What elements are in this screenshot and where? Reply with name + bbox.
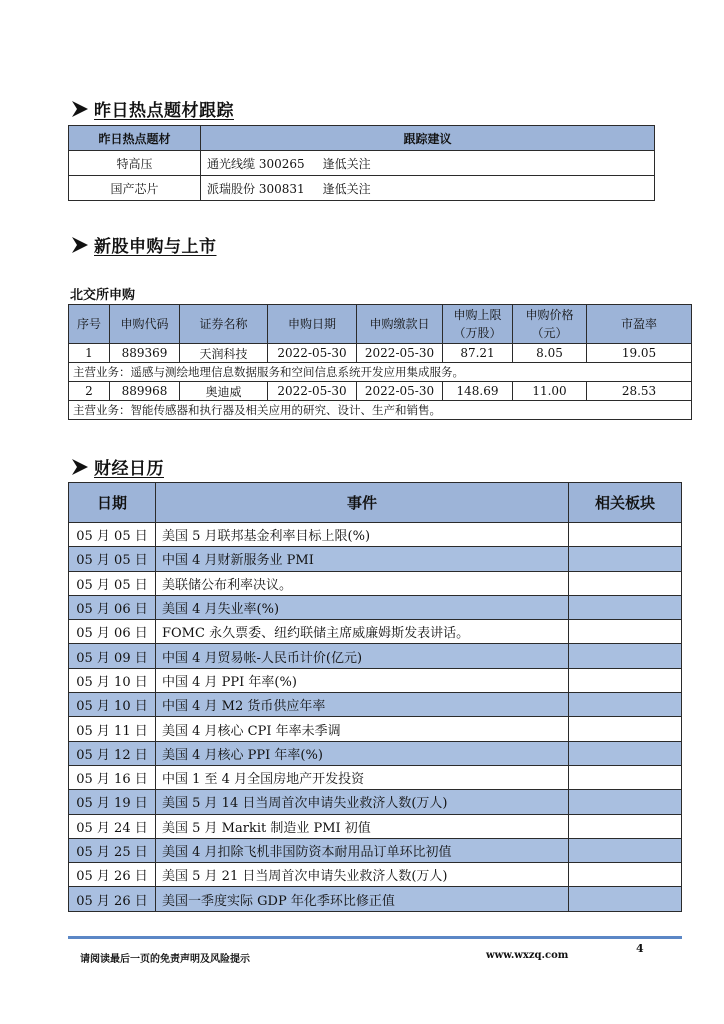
table-row <box>69 765 682 789</box>
table-row <box>69 717 682 741</box>
advice-cell <box>201 151 655 176</box>
date-cell: 05 月 05 日 <box>69 571 156 595</box>
sector-cell <box>569 741 682 765</box>
date-cell: 05 月 09 日 <box>69 644 156 668</box>
table-row <box>69 863 682 887</box>
table-row <box>69 790 682 814</box>
date-cell: 05 月 26 日 <box>69 863 156 887</box>
date-cell: 05 月 05 日 <box>69 523 156 547</box>
sub-label-bse-subscription: 北交所申购 <box>70 288 136 303</box>
date-cell: 05 月 10 日 <box>69 693 156 717</box>
event-cell: 美国 4 月核心 PPI 年率(%) <box>156 741 569 765</box>
column-header: 相关板块 <box>569 483 682 523</box>
column-header: 市盈率 <box>587 305 692 344</box>
financial-calendar-table <box>68 482 682 912</box>
date-cell: 05 月 12 日 <box>69 741 156 765</box>
table-row <box>69 887 682 911</box>
cell-date: 2022-05-30 <box>268 382 357 401</box>
sector-cell <box>569 887 682 911</box>
date-cell: 05 月 10 日 <box>69 668 156 692</box>
column-header: 申购缴款日 <box>357 305 443 344</box>
table-row <box>69 814 682 838</box>
event-cell: 美国 4 月扣除飞机非国防资本耐用品订单环比初值 <box>156 838 569 862</box>
table-row <box>69 547 682 571</box>
column-header: 序号 <box>69 305 110 344</box>
table-row <box>69 523 682 547</box>
table-row <box>69 382 692 401</box>
cell-pay-date: 2022-05-30 <box>357 344 443 363</box>
table-row <box>69 620 682 644</box>
sector-cell <box>569 668 682 692</box>
table-row <box>69 571 682 595</box>
event-cell: 美国 5 月 14 日当周首次申请失业救济人数(万人) <box>156 790 569 814</box>
arrow-bullet-icon <box>70 99 90 119</box>
event-cell: FOMC 永久票委、纽约联储主席威廉姆斯发表讲话。 <box>156 620 569 644</box>
cell-date: 2022-05-30 <box>268 344 357 363</box>
event-cell: 美国 4 月核心 CPI 年率未季调 <box>156 717 569 741</box>
section-title: 昨日热点题材跟踪 <box>94 101 234 121</box>
sector-cell <box>569 620 682 644</box>
cell-pe: 28.53 <box>587 382 692 401</box>
table-header-row <box>69 305 692 344</box>
event-cell: 美国 5 月 21 日当周首次申请失业救济人数(万人) <box>156 863 569 887</box>
section-heading-hot-topics <box>70 96 234 121</box>
table-row <box>69 344 692 363</box>
event-cell: 美国 5 月 Markit 制造业 PMI 初值 <box>156 814 569 838</box>
cell-pay-date: 2022-05-30 <box>357 382 443 401</box>
event-cell: 美国 5 月联邦基金利率目标上限(%) <box>156 523 569 547</box>
footer-rule <box>68 936 682 939</box>
table-header-row <box>69 483 682 523</box>
table-row <box>69 595 682 619</box>
date-cell: 05 月 19 日 <box>69 790 156 814</box>
table-row <box>69 176 655 201</box>
business-description: 主营业务：智能传感器和执行器及相关应用的研究、设计、生产和销售。 <box>69 401 692 420</box>
arrow-bullet-icon <box>70 457 90 477</box>
sector-cell <box>569 838 682 862</box>
event-cell: 美国 4 月失业率(%) <box>156 595 569 619</box>
sector-cell <box>569 765 682 789</box>
sector-cell <box>569 717 682 741</box>
table-row <box>69 668 682 692</box>
cell-code: 889968 <box>110 382 180 401</box>
event-cell: 中国 4 月贸易帐-人民币计价(亿元) <box>156 644 569 668</box>
date-cell: 05 月 26 日 <box>69 887 156 911</box>
sector-cell <box>569 863 682 887</box>
event-cell: 中国 4 月 PPI 年率(%) <box>156 668 569 692</box>
table-row <box>69 693 682 717</box>
cell-name: 天润科技 <box>180 344 268 363</box>
date-cell: 05 月 25 日 <box>69 838 156 862</box>
stock-text: 通光线缆 300265 <box>207 156 305 171</box>
column-header: 申购代码 <box>110 305 180 344</box>
sector-cell <box>569 644 682 668</box>
ipo-table <box>68 304 692 420</box>
sector-cell <box>569 547 682 571</box>
event-cell: 中国 4 月财新服务业 PMI <box>156 547 569 571</box>
topic-cell: 国产芯片 <box>69 176 201 201</box>
event-cell: 美联储公布利率决议。 <box>156 571 569 595</box>
date-cell: 05 月 11 日 <box>69 717 156 741</box>
column-header: 跟踪建议 <box>201 126 655 151</box>
date-cell: 05 月 24 日 <box>69 814 156 838</box>
section-title: 财经日历 <box>94 459 164 479</box>
column-header: 事件 <box>156 483 569 523</box>
advice-text: 逢低关注 <box>322 156 371 171</box>
event-cell: 中国 4 月 M2 货币供应年率 <box>156 693 569 717</box>
table-header-row <box>69 126 655 151</box>
cell-price: 8.05 <box>513 344 587 363</box>
sector-cell <box>569 693 682 717</box>
cell-pe: 19.05 <box>587 344 692 363</box>
column-header: 日期 <box>69 483 156 523</box>
table-row <box>69 838 682 862</box>
column-header: 昨日热点题材 <box>69 126 201 151</box>
advice-cell <box>201 176 655 201</box>
table-row <box>69 741 682 765</box>
advice-text: 逢低关注 <box>322 181 371 196</box>
cell-name: 奥迪威 <box>180 382 268 401</box>
cell-limit: 148.69 <box>443 382 513 401</box>
business-description: 主营业务：遥感与测绘地理信息数据服务和空间信息系统开发应用集成服务。 <box>69 363 692 382</box>
cell-no: 2 <box>69 382 110 401</box>
section-heading-calendar <box>70 454 164 479</box>
section-heading-ipo <box>70 232 217 257</box>
footer-website: www.wxzq.com <box>486 950 569 961</box>
date-cell: 05 月 05 日 <box>69 547 156 571</box>
cell-price: 11.00 <box>513 382 587 401</box>
cell-code: 889369 <box>110 344 180 363</box>
cell-limit: 87.21 <box>443 344 513 363</box>
table-row <box>69 401 692 420</box>
column-header: 申购上限（万股） <box>443 305 513 344</box>
table-row <box>69 644 682 668</box>
date-cell: 05 月 16 日 <box>69 765 156 789</box>
table-row <box>69 363 692 382</box>
column-header: 证券名称 <box>180 305 268 344</box>
event-cell: 中国 1 至 4 月全国房地产开发投资 <box>156 765 569 789</box>
page-number: 4 <box>636 942 644 955</box>
sector-cell <box>569 571 682 595</box>
sector-cell <box>569 523 682 547</box>
arrow-bullet-icon <box>70 235 90 255</box>
section-title: 新股申购与上市 <box>94 237 217 257</box>
hot-topics-table <box>68 125 655 201</box>
date-cell: 05 月 06 日 <box>69 620 156 644</box>
table-row <box>69 151 655 176</box>
sector-cell <box>569 790 682 814</box>
footer-disclaimer: 请阅读最后一页的免责声明及风险提示 <box>80 954 250 965</box>
cell-no: 1 <box>69 344 110 363</box>
sector-cell <box>569 814 682 838</box>
column-header: 申购价格（元） <box>513 305 587 344</box>
topic-cell: 特高压 <box>69 151 201 176</box>
event-cell: 美国一季度实际 GDP 年化季环比修正值 <box>156 887 569 911</box>
column-header: 申购日期 <box>268 305 357 344</box>
date-cell: 05 月 06 日 <box>69 595 156 619</box>
sector-cell <box>569 595 682 619</box>
stock-text: 派瑞股份 300831 <box>207 181 305 196</box>
